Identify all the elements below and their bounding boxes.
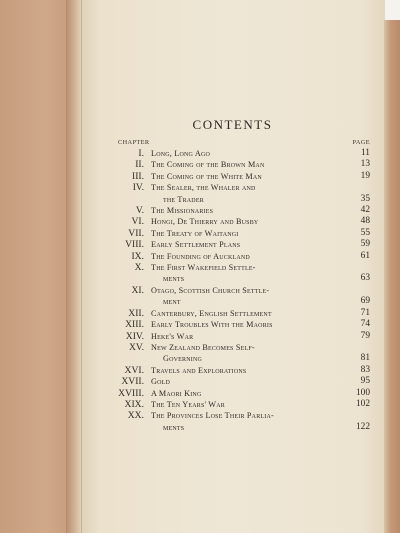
page-number: 74 <box>360 319 370 330</box>
chapter-number: IV. <box>132 182 144 194</box>
toc-entry <box>116 285 373 308</box>
chapter-number: XVIII. <box>118 387 144 399</box>
chapter-title: The Coming of the Brown Man <box>151 160 265 170</box>
toc-entry <box>116 342 373 365</box>
chapter-title: New Zealand Becomes Self- Governing <box>151 342 336 365</box>
page-number: 95 <box>360 376 370 387</box>
chapter-number: V. <box>135 205 144 217</box>
chapter-title: The Ten Years' War <box>151 399 225 409</box>
page-number: 48 <box>360 216 370 227</box>
toc-entry <box>116 216 373 227</box>
toc-entry <box>116 331 373 342</box>
toc-entry <box>116 319 373 330</box>
toc-entry <box>116 410 373 433</box>
page-number: 100 <box>355 387 370 398</box>
chapter-title: Early Troubles With the Maoris <box>151 320 273 330</box>
chapter-title: A Maori King <box>151 388 202 398</box>
page-number: 11 <box>360 148 370 158</box>
chapter-title: Long, Long Ago <box>151 149 211 158</box>
chapter-number: VII. <box>128 227 144 239</box>
page-number: 81 <box>360 353 370 364</box>
chapter-number: XVI. <box>124 364 144 376</box>
chapter-number: III. <box>132 170 144 182</box>
toc-entry <box>116 308 373 319</box>
chapter-title: The Founding of Auckland <box>151 251 250 261</box>
chapter-number: XVII. <box>121 376 144 388</box>
toc-entry <box>116 399 373 410</box>
chapter-number: XIII. <box>125 319 144 331</box>
chapter-number: XII. <box>128 307 144 319</box>
toc-entry <box>116 228 373 239</box>
chapter-number: XV. <box>128 341 144 353</box>
toc-entry <box>116 182 373 205</box>
chapter-title: Otago, Scottish Church Settle- ment <box>151 285 336 308</box>
toc-entry <box>116 205 373 216</box>
toc-entry <box>116 239 373 250</box>
page-number: 61 <box>360 250 370 261</box>
chapter-number: I. <box>138 148 144 159</box>
chapter-title: Travels and Explorations <box>151 365 247 375</box>
toc-entry <box>116 376 373 387</box>
chapter-number: XI. <box>131 284 144 296</box>
page-number: 13 <box>360 159 370 170</box>
toc-entry <box>116 388 373 399</box>
toc-entry <box>116 148 373 159</box>
chapter-column-label: CHAPTER <box>118 139 150 146</box>
page-number: 63 <box>360 273 370 284</box>
chapter-number: X. <box>134 262 144 274</box>
page-column-label: PAGE <box>352 139 370 146</box>
table-of-contents <box>116 148 373 433</box>
chapter-title-continuation: ments <box>163 422 185 432</box>
chapter-title: Gold <box>151 377 171 387</box>
page-number: 55 <box>360 227 370 238</box>
toc-entry <box>116 171 373 182</box>
chapter-title-continuation: Governing <box>163 354 203 364</box>
chapter-title: Hongi, De Thierry and Busby <box>151 217 259 227</box>
chapter-title: Canterbury, English Settlement <box>151 308 272 318</box>
toc-entry <box>116 159 373 170</box>
toc-entry <box>116 251 373 262</box>
chapter-number: XIX. <box>124 398 144 410</box>
chapter-title-continuation: ment <box>163 297 181 307</box>
chapter-title: The Provinces Lose Their Parlia- ments <box>151 410 336 433</box>
chapter-title: Heke's War <box>151 331 194 341</box>
page-number: 42 <box>360 205 370 216</box>
chapter-number: XIV. <box>125 330 144 342</box>
chapter-title: The First Wakefield Settle- ments <box>151 262 336 285</box>
chapter-title: The Treaty of Waitangi <box>151 228 239 238</box>
page-number: 79 <box>360 330 370 341</box>
chapter-number: XX. <box>127 410 144 422</box>
page-number: 122 <box>355 421 370 432</box>
chapter-title: The Missionaries <box>151 206 214 216</box>
page-number: 19 <box>360 170 370 181</box>
page-number: 69 <box>360 296 370 307</box>
toc-entry <box>116 262 373 285</box>
chapter-title: Early Settlement Plans <box>151 240 241 250</box>
chapter-title-continuation: ments <box>163 274 185 284</box>
chapter-number: IX. <box>131 250 144 262</box>
chapter-title: The Sealer, the Whaler and the Trader <box>151 182 336 205</box>
page-number: 59 <box>360 239 370 250</box>
page-number: 102 <box>355 398 370 409</box>
chapter-number: VI. <box>131 216 144 228</box>
toc-entry <box>116 365 373 376</box>
chapter-number: II. <box>135 159 144 171</box>
chapter-title: The Coming of the White Man <box>151 171 262 181</box>
book-cover-right-edge <box>384 20 400 533</box>
page-number: 83 <box>360 364 370 375</box>
chapter-number: VIII. <box>125 239 144 251</box>
contents-heading: CONTENTS <box>192 117 273 132</box>
page-number: 71 <box>360 307 370 318</box>
chapter-title-continuation: the Trader <box>163 194 204 204</box>
page-number: 35 <box>360 193 370 204</box>
